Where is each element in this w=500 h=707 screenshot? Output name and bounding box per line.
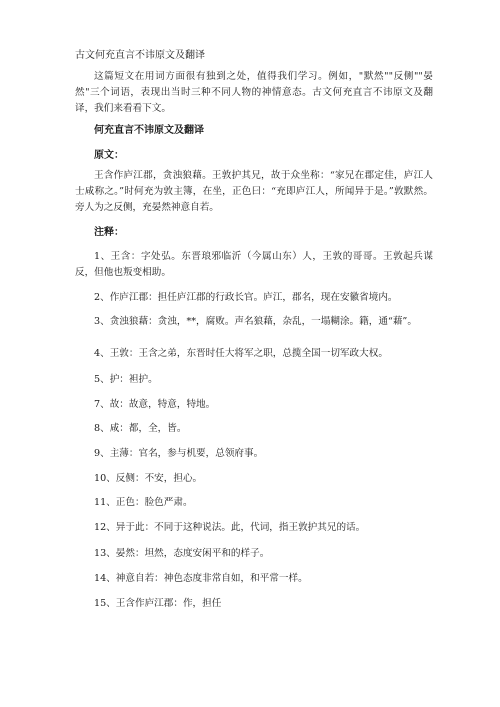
original-text: 王含作庐江郡，贪浊狼藉。王敦护其兄，故于众坐称：“家兄在郡定佳，庐江人士咸称之。”时何充为敦主簿，在坐，正色曰：“充即庐江人，所闻异于是。”敦默然。旁人为之反侧，充晏然神意自若。 (75, 170, 433, 213)
note-item: 2、作庐江郡：担任庐江郡的行政长官。庐江，郡名，现在安徽省境内。 (94, 292, 398, 303)
note-item: 10、反侧：不安，担心。 (94, 473, 203, 484)
note-item: 15、王含作庐江郡：作，担任 (94, 598, 222, 609)
original-heading: 原文： (94, 150, 124, 161)
notes-heading: 注释： (94, 227, 124, 238)
note-item: 3、贪浊狼藉：贪浊，**，腐败。声名狼藉，杂乱，一塌糊涂。籍，通“藉”。 (94, 316, 417, 327)
note-item: 13、晏然：坦然，态度安闲平和的样子。 (94, 548, 270, 559)
note-item: 14、神意自若：神色态度非常自如，和平常一样。 (94, 573, 308, 584)
note-item: 5、护：袒护。 (94, 374, 158, 385)
note-item: 4、王敦：王含之弟，东晋时任大将军之职，总揽全国一切军政大权。 (94, 348, 388, 359)
document-title: 古文何充直言不讳原文及翻译 (75, 50, 205, 61)
note-item: 1、王含：字处弘。东晋琅邪临沂（今属山东）人，王敦的哥哥。王敦起兵谋反，但他也叛变相助。 (75, 251, 433, 278)
section-title: 何充直言不讳原文及翻译 (94, 125, 204, 136)
note-item: 9、主薄：官名，参与机要，总领府事。 (94, 448, 264, 459)
note-item: 12、异于此：不同于这种说法。此，代词，指王敦护其兄的话。 (94, 522, 366, 533)
note-item: 8、咸：都，全，皆。 (94, 423, 187, 434)
note-item: 7、故：故意，特意，特地。 (94, 399, 216, 410)
intro-paragraph: 这篇短文在用词方面很有独到之处，值得我们学习。例如，"默然""反侧""晏然"三个词语，表现出当时三种不同人物的神情意态。古文何充直言不讳原文及翻译，我们来看看下文。 (75, 71, 433, 114)
note-item: 11、正色：脸色严肃。 (94, 497, 193, 508)
